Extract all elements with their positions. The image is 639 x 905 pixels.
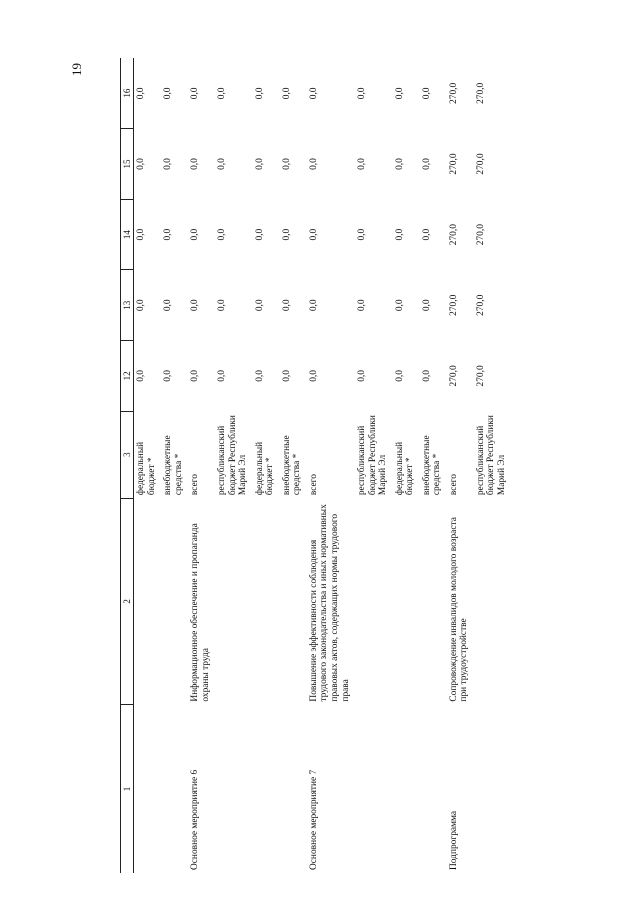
- table-row: [307, 58, 355, 873]
- amount-cell: 0,0: [281, 87, 292, 100]
- amount-cell: 0,0: [281, 370, 292, 382]
- measure-description-cell: [253, 498, 280, 704]
- amount-cell: 270,0: [448, 153, 459, 175]
- amount-cell: 0,0: [308, 87, 319, 100]
- amount-cell: 0,0: [217, 228, 228, 241]
- table-row: [215, 58, 253, 873]
- column-header: 12: [121, 341, 134, 412]
- amount-cell: 0,0: [254, 228, 265, 241]
- amount-cell: 0,0: [357, 87, 368, 100]
- amount-cell: 0,0: [254, 158, 265, 170]
- amount-cell: 0,0: [308, 370, 319, 382]
- measure-name-cell: [280, 705, 307, 873]
- column-header: 13: [121, 270, 134, 341]
- amount-cell: 0,0: [163, 87, 174, 100]
- amount-cell: 0,0: [421, 370, 432, 382]
- amount-cell: 0,0: [308, 299, 319, 312]
- table-body: [134, 58, 512, 873]
- amount-cell: 0,0: [136, 228, 146, 241]
- amount-cell: 0,0: [281, 228, 292, 241]
- amount-cell: 0,0: [163, 158, 174, 170]
- amount-cell: 0,0: [394, 158, 405, 170]
- table-row: [161, 58, 188, 873]
- column-header: 2: [121, 498, 134, 704]
- amount-cell: 0,0: [394, 228, 405, 241]
- amount-cell: 0,0: [217, 299, 228, 312]
- table-row: [280, 58, 307, 873]
- amount-cell: 0,0: [254, 370, 265, 382]
- measure-description-cell: [420, 498, 447, 704]
- amount-cell: 0,0: [281, 299, 292, 312]
- measure-description-cell: [215, 498, 253, 704]
- measure-description-cell: Повышение эффективности соблюдения трудового законодательства и иных нормативных правовых актов, содержащих нормы трудового права: [308, 504, 351, 702]
- table-row: [393, 58, 420, 873]
- amount-cell: 270,0: [448, 365, 459, 387]
- column-header: 14: [121, 199, 134, 270]
- funding-source-cell: республиканский бюджет Республики Марий Эл: [357, 415, 389, 496]
- amount-cell: 0,0: [136, 158, 146, 170]
- amount-cell: 0,0: [357, 370, 368, 382]
- table-header-row: [121, 58, 134, 873]
- amount-cell: 0,0: [357, 158, 368, 170]
- funding-source-cell: федеральный бюджет *: [254, 441, 276, 496]
- amount-cell: 270,0: [475, 224, 486, 246]
- amount-cell: 270,0: [475, 82, 486, 104]
- amount-cell: 0,0: [394, 299, 405, 312]
- funding-source-cell: республиканский бюджет Республики Марий Эл: [475, 415, 507, 496]
- amount-cell: 0,0: [190, 87, 201, 100]
- amount-cell: 270,0: [448, 82, 459, 104]
- amount-cell: 0,0: [254, 299, 265, 312]
- measure-name-cell: [134, 705, 162, 873]
- funding-source-cell: республиканский бюджет Республики Марий Эл: [217, 415, 249, 496]
- amount-cell: 270,0: [475, 365, 486, 387]
- column-header: 1: [121, 705, 134, 873]
- amount-cell: 0,0: [190, 228, 201, 241]
- rotated-table-sheet: [120, 58, 555, 873]
- budget-table: [120, 58, 511, 873]
- funding-source-cell: всего: [308, 474, 319, 496]
- measure-description-cell: [134, 498, 162, 704]
- measure-name-cell: [215, 705, 253, 873]
- page-number: 19: [69, 63, 84, 76]
- measure-name-cell: [253, 705, 280, 873]
- amount-cell: 0,0: [357, 228, 368, 241]
- amount-cell: 0,0: [163, 299, 174, 312]
- amount-cell: 0,0: [394, 87, 405, 100]
- amount-cell: 0,0: [217, 158, 228, 170]
- amount-cell: 0,0: [190, 299, 201, 312]
- measure-name-cell: [355, 705, 393, 873]
- table-row: [134, 58, 162, 873]
- measure-name-cell: [474, 705, 512, 873]
- amount-cell: 270,0: [475, 294, 486, 316]
- funding-source-cell: внебюджетные средства *: [421, 435, 443, 496]
- table-row: [474, 58, 512, 873]
- table-row: [420, 58, 447, 873]
- amount-cell: 270,0: [448, 294, 459, 316]
- column-header: 15: [121, 129, 134, 200]
- amount-cell: 0,0: [357, 299, 368, 312]
- amount-cell: 0,0: [190, 158, 201, 170]
- funding-source-cell: федеральный бюджет *: [136, 441, 157, 496]
- table-row: [253, 58, 280, 873]
- amount-cell: 0,0: [163, 228, 174, 241]
- measure-description-cell: [280, 498, 307, 704]
- funding-source-cell: федеральный бюджет *: [394, 441, 416, 496]
- measure-name-cell: [161, 705, 188, 873]
- amount-cell: 0,0: [308, 158, 319, 170]
- measure-description-cell: [474, 498, 512, 704]
- table-row: [188, 58, 215, 873]
- amount-cell: 270,0: [475, 153, 486, 175]
- measure-description-cell: [393, 498, 420, 704]
- measure-name-cell: Подпрограмма: [448, 810, 459, 870]
- amount-cell: 0,0: [421, 158, 432, 170]
- funding-source-cell: внебюджетные средства *: [163, 435, 184, 496]
- amount-cell: 0,0: [136, 370, 146, 382]
- amount-cell: 0,0: [190, 370, 201, 382]
- amount-cell: 0,0: [421, 87, 432, 100]
- measure-name-cell: Основное мероприятие 6: [190, 769, 201, 870]
- amount-cell: 0,0: [254, 87, 265, 100]
- measure-description-cell: [355, 498, 393, 704]
- funding-source-cell: всего: [448, 474, 459, 496]
- amount-cell: 0,0: [281, 158, 292, 170]
- column-header: 3: [121, 411, 134, 498]
- measure-description-cell: [161, 498, 188, 704]
- amount-cell: 0,0: [136, 87, 146, 100]
- measure-name-cell: [393, 705, 420, 873]
- funding-source-cell: всего: [190, 474, 201, 496]
- measure-description-cell: Сопровождение инвалидов молодого возраста при трудоустройстве: [448, 517, 470, 702]
- amount-cell: 0,0: [217, 370, 228, 382]
- measure-name-cell: Основное мероприятие 7: [308, 769, 319, 870]
- amount-cell: 0,0: [136, 299, 146, 312]
- amount-cell: 0,0: [394, 370, 405, 382]
- amount-cell: 270,0: [448, 224, 459, 246]
- column-header: 16: [121, 58, 134, 129]
- measure-name-cell: [420, 705, 447, 873]
- table-row: [447, 58, 474, 873]
- measure-description-cell: Информационное обеспечение и пропаганда охраны труда: [190, 523, 211, 702]
- funding-source-cell: внебюджетные средства *: [281, 435, 303, 496]
- amount-cell: 0,0: [308, 228, 319, 241]
- table-row: [355, 58, 393, 873]
- amount-cell: 0,0: [217, 87, 228, 100]
- amount-cell: 0,0: [163, 370, 174, 382]
- amount-cell: 0,0: [421, 228, 432, 241]
- amount-cell: 0,0: [421, 299, 432, 312]
